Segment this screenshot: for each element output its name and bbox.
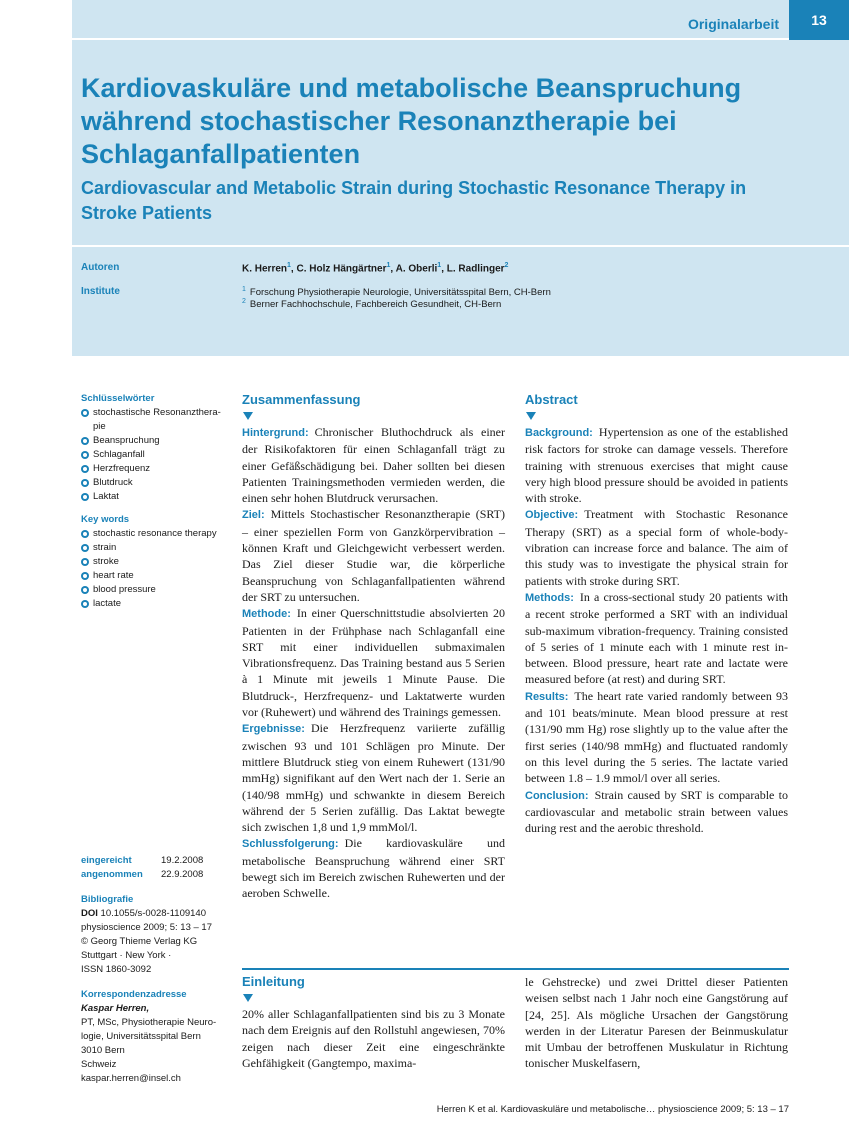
keyword-item — [81, 583, 231, 597]
accepted-label: angenommen — [81, 869, 143, 880]
keyword-text: lactate — [93, 598, 121, 609]
author-name: L. Radlinger — [446, 263, 505, 275]
biblio-title: Bibliografie — [81, 894, 134, 905]
abstract-paragraph — [242, 424, 505, 506]
authors: K. Herren$^1$, C. Holz Hängärtner$^1$, A. Oberli$^1$, L. Radlinger$^2$ — [242, 262, 509, 275]
bullet-icon — [81, 493, 89, 501]
subsection-text: Mittels Stochastischer Resonanztherapie (SRT) – einer speziellen Form von Ganzkörpervibration – können Kraft und Gleichgewicht verbessert werden. Das Ziel dieser Studie war, die körperliche Beanspruchung von Schlaganfallpatienten während der SRT zu untersuchen. — [242, 507, 505, 604]
authors-label: Autoren — [81, 262, 120, 273]
keyword-text: blood pressure — [93, 584, 156, 595]
corr-line: PT, MSc, Physiotherapie Neuro- — [81, 1017, 217, 1028]
keyword-text: Schlaganfall — [93, 449, 145, 460]
triangle-down-icon — [243, 994, 253, 1002]
subsection-text: In einer Querschnittstudie absolvierten 20 Patienten in der Frühphase nach Schlaganfall eine SRT mit einer individuellen submaximalen Vibrationsfrequenz. Das Training bestand aus 5 Serien à 1 Minute mit jeweils 1 Minute Pause. Die Blutdruck-, Herzfrequenz- und Laktatwerte wurden vor (Ruhewert) und während des Trainings gemessen. — [242, 606, 505, 720]
section-label: Originalarbeit — [687, 16, 779, 32]
corr-email[interactable]: kaspar.herren@insel.ch — [81, 1073, 181, 1084]
zusammenfassung-title: Zusammenfassung — [242, 392, 361, 407]
subsection-label: Objective: — [525, 509, 579, 522]
abstract-paragraph — [525, 589, 788, 688]
institute-2 — [242, 298, 501, 310]
bullet-icon — [81, 409, 89, 417]
doi-value[interactable]: 10.1055/s-0028-1109140 — [100, 908, 207, 919]
keyword-item — [81, 490, 231, 504]
bibliography — [81, 893, 231, 977]
keyword-text: Herzfrequenz — [93, 463, 151, 474]
top-bar — [72, 0, 849, 40]
abstract-paragraph — [242, 605, 505, 720]
keyword-text: strain — [93, 542, 117, 553]
corr-line: logie, Universitätsspital Bern — [81, 1031, 201, 1042]
section-rule — [242, 968, 789, 970]
keyword-item — [81, 555, 231, 569]
abstract-paragraph — [525, 506, 788, 588]
author-name: C. Holz Hängärtner — [296, 263, 387, 275]
author-affil: 1 — [437, 262, 442, 269]
zusammenfassung-column — [242, 392, 505, 902]
abstract-title: Abstract — [525, 392, 578, 407]
subsection-label: Methode: — [242, 608, 291, 621]
keywords-de-title: Schlüsselwörter — [81, 393, 155, 404]
subsection-label: Hintergrund: — [242, 427, 309, 439]
bullet-icon — [81, 479, 89, 487]
author-name: K. Herren — [242, 263, 288, 275]
abstract-paragraph — [525, 688, 788, 787]
keyword-text: stroke — [93, 556, 119, 567]
bullet-icon — [81, 586, 89, 594]
subsection-text: Hypertension as one of the established risk factors for stroke can damage vessels. Therefore training with strenuous exercises that might cause very high blood pressure should be avoided in patients with stroke. — [525, 425, 788, 506]
corr-title: Korrespondenzadresse — [81, 989, 187, 1000]
corr-name: Kaspar Herren, — [81, 1003, 150, 1014]
journal-ref: physioscience 2009; 5: 13 – 17 — [81, 922, 212, 933]
einleitung-text-left: 20% aller Schlaganfallpatienten sind bis zu 3 Monate nach dem Ereignis auf den Rollstuhl angewiesen, 70% zeigen nach dieser Zeit eine eingeschränkte Gehfähigkeit (Gangtempo, maxima- — [242, 1007, 505, 1070]
triangle-down-icon — [243, 412, 253, 420]
abstract-paragraph — [242, 720, 505, 835]
dates — [81, 854, 203, 882]
header-separator — [72, 245, 849, 247]
keyword-item — [81, 406, 231, 434]
correspondence — [81, 988, 231, 1086]
institutes-label: Institute — [81, 286, 120, 297]
accepted-date: 22.9.2008 — [161, 869, 204, 880]
keyword-item — [81, 569, 231, 583]
keyword-text: stochastic resonance therapy — [93, 528, 217, 539]
keywords-en-list — [81, 527, 231, 611]
abstract-paragraph — [242, 835, 505, 901]
abstract-paragraph — [525, 424, 788, 506]
subsection-text: Die kardiovaskuläre und metabolische Beanspruchung während einer SRT bewegt sich im Bereich zwischen Ruhewerten und der aeroben Schwelle. — [242, 836, 505, 901]
subsection-label: Schlussfolgerung: — [242, 838, 339, 851]
page-number: 13 — [789, 0, 849, 40]
subsection-text: The heart rate varied randomly between 93 and 101 beats/minute. Mean blood pressure at rest (131/90 mm Hg) rose slightly up to the value after the first series (140/98 mmHg) and fluctuated randomly on this level during the 5 series. The lactate varied between 1.8 – 1.9 mmol/l over all series. — [525, 688, 788, 786]
subsection-text: Die Herzfrequenz variierte zufällig zwischen 93 und 101 Schlägen pro Minute. Der mittlere Blutdruck stieg von einem Ruhewert (131/90 mmHg) signifikant auf den Wert nach der 1. Serie an (140/98 mmHg) und schwankte in diesem Bereich während der 5 Serien zufällig. Das Laktat bewegte sich zwischen 1,8 und 1,9 mmMol/l. — [242, 721, 505, 835]
keyword-text: heart rate — [93, 570, 134, 581]
institute-text: Berner Fachhochschule, Fachbereich Gesundheit, CH-Bern — [249, 299, 502, 311]
keywords-de-list — [81, 406, 231, 504]
subsection-label: Conclusion: — [525, 789, 589, 802]
author-affil: 1 — [287, 262, 291, 269]
title-english: Cardiovascular and Metabolic Strain during Stochastic Resonance Therapy in Stroke Patients — [81, 178, 747, 223]
keywords-sidebar — [81, 392, 231, 611]
subsection-label: Results: — [525, 690, 569, 703]
subsection-text: Treatment with Stochastic Resonance Therapy (SRT) as a special form of whole-body-vibration can increase force and balance. The aim of this study was to investigate the physical strain for patients with stroke during SRT. — [525, 507, 788, 588]
subsection-text: Chronischer Bluthochdruck als einer der Risikofaktoren für einen Schlaganfall trägt zu einer Gefäßschädigung bei. Daher sollten bei diesen Patienten Trainingsmethoden vermieden werden, die einen sehr hohen Blutdruck verursachen. — [242, 425, 505, 506]
subsection-text: Strain caused by SRT is comparable to cardiovascular and metabolic strain between values during rest and the aerobic threshold. — [525, 787, 788, 836]
keyword-item — [81, 434, 231, 448]
bullet-icon — [81, 530, 89, 538]
keywords-en-title: Key words — [81, 514, 130, 525]
einleitung-right-column — [525, 974, 788, 1072]
subsection-label: Background: — [525, 427, 593, 439]
bullet-icon — [81, 600, 89, 608]
publisher-city: Stuttgart · New York · — [81, 950, 172, 961]
keyword-text: Blutdruck — [93, 477, 133, 488]
author-affil: 2 — [504, 262, 509, 269]
keyword-text: Beanspruchung — [93, 435, 160, 446]
abstract-paragraph — [525, 787, 788, 837]
subsection-label: Ziel: — [242, 509, 265, 522]
bullet-icon — [81, 451, 89, 459]
doi-label: DOI — [81, 908, 98, 919]
institute-text: Forschung Physiotherapie Neurologie, Universitätsspital Bern, CH-Bern — [249, 287, 551, 299]
bullet-icon — [81, 544, 89, 552]
keyword-item — [81, 527, 231, 541]
abstract-paragraph — [242, 506, 505, 605]
received-label: eingereicht — [81, 855, 132, 866]
institute-1 — [242, 286, 551, 298]
title-german: Kardiovaskuläre und metabolische Beanspruchung während stochastischer Resonanztherapie bei Schlaganfallpatienten — [81, 73, 742, 169]
abstract-column — [525, 392, 788, 836]
subsection-label: Methods: — [525, 591, 574, 604]
keyword-item — [81, 462, 231, 476]
corr-line: 3010 Bern — [81, 1045, 125, 1056]
institute-number: 1 — [242, 286, 246, 293]
einleitung-left-column — [242, 974, 505, 1071]
keyword-text: stochastische Resonanzthera-pie — [93, 407, 221, 432]
page-footer: Herren K et al. Kardiovaskuläre und metabolische… physioscience 2009; 5: 13 – 17 — [436, 1104, 789, 1115]
author-name: A. Oberli — [395, 263, 438, 275]
keyword-item — [81, 476, 231, 490]
triangle-down-icon — [526, 412, 536, 420]
issn: ISSN 1860-3092 — [81, 964, 152, 975]
subsection-text: In a cross-sectional study 20 patients with a recent stroke performed a SRT with an individual sub-maximum vibration-frequency. Training consisted of 5 series of 1 minute each with 1 minute rest in-between. Blood pressure, heart rate and lactate were measured before (at rest) and during SRT. — [525, 589, 788, 687]
copyright: © Georg Thieme Verlag KG — [81, 936, 198, 947]
bullet-icon — [81, 465, 89, 473]
bullet-icon — [81, 558, 89, 566]
received-date: 19.2.2008 — [161, 855, 204, 866]
institute-number: 2 — [242, 298, 246, 305]
keyword-item — [81, 597, 231, 611]
subsection-label: Ergebnisse: — [242, 723, 305, 736]
bullet-icon — [81, 572, 89, 580]
keyword-text: Laktat — [93, 491, 119, 502]
einleitung-text-right: le Gehstrecke) und zwei Drittel dieser Patienten weisen selbst nach 1 Jahr noch eine Gangstörung auf [24, 25]. Als mögliche Ursachen der Gangstörung werden in der Literatur Paresen der Beinmuskulatur mit Umbau der betroffenen Muskulatur in Richtung tonischer Muskelfasern, — [525, 975, 788, 1071]
keyword-item — [81, 448, 231, 462]
einleitung-title: Einleitung — [242, 974, 305, 989]
author-affil: 1 — [386, 262, 391, 269]
keyword-item — [81, 541, 231, 555]
corr-line: Schweiz — [81, 1059, 117, 1070]
bullet-icon — [81, 437, 89, 445]
